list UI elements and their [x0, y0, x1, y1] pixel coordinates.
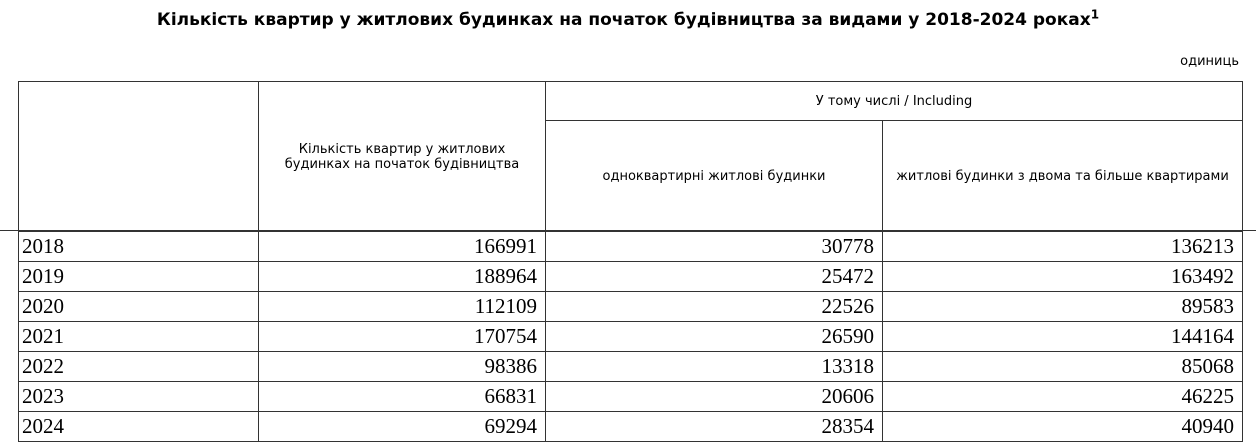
multi-apartment-cell: 40940 — [883, 412, 1243, 442]
single-apartment-cell: 22526 — [546, 292, 883, 322]
year-cell: 2024 — [19, 412, 259, 442]
header-including-group: У тому числі / Including — [546, 82, 1243, 121]
total-cell: 69294 — [259, 412, 546, 442]
year-cell: 2019 — [19, 262, 259, 292]
year-cell: 2021 — [19, 322, 259, 352]
table-row-2021 — [19, 322, 1243, 352]
header-total-column: Кількість квартир у житлових будинках на початок будівництва — [259, 82, 546, 232]
table-row-2023 — [19, 382, 1243, 412]
table-row-2024 — [19, 412, 1243, 442]
table-header-row-1 — [19, 82, 1243, 121]
multi-apartment-cell: 136213 — [883, 232, 1243, 262]
year-cell: 2018 — [19, 232, 259, 262]
page-title — [20, 7, 1236, 30]
year-cell: 2020 — [19, 292, 259, 322]
multi-apartment-cell: 89583 — [883, 292, 1243, 322]
single-apartment-cell: 26590 — [546, 322, 883, 352]
single-apartment-cell: 20606 — [546, 382, 883, 412]
apartments-table — [18, 81, 1243, 442]
total-cell: 66831 — [259, 382, 546, 412]
page-title-text: Кількість квартир у житлових будинках на початок будівництва за видами у 2018-2024 роках — [156, 10, 1091, 30]
table-row-2018 — [19, 232, 1243, 262]
table-row-2022 — [19, 352, 1243, 382]
multi-apartment-cell: 144164 — [883, 322, 1243, 352]
header-year-column — [19, 82, 259, 232]
single-apartment-cell: 28354 — [546, 412, 883, 442]
total-cell: 98386 — [259, 352, 546, 382]
single-apartment-cell: 13318 — [546, 352, 883, 382]
units-label: одиниць — [1180, 54, 1239, 69]
total-cell: 188964 — [259, 262, 546, 292]
multi-apartment-cell: 46225 — [883, 382, 1243, 412]
table-row-2020 — [19, 292, 1243, 322]
header-single-apartment-column: одноквартирні житлові будинки — [546, 121, 883, 232]
total-cell: 112109 — [259, 292, 546, 322]
table-row-2019 — [19, 262, 1243, 292]
single-apartment-cell: 25472 — [546, 262, 883, 292]
total-cell: 170754 — [259, 322, 546, 352]
single-apartment-cell: 30778 — [546, 232, 883, 262]
year-cell: 2023 — [19, 382, 259, 412]
multi-apartment-cell: 85068 — [883, 352, 1243, 382]
title-footnote-mark: 1 — [1090, 7, 1100, 22]
year-cell: 2022 — [19, 352, 259, 382]
header-multi-apartment-column: житлові будинки з двома та більше квартирами — [883, 121, 1243, 232]
total-cell: 166991 — [259, 232, 546, 262]
multi-apartment-cell: 163492 — [883, 262, 1243, 292]
